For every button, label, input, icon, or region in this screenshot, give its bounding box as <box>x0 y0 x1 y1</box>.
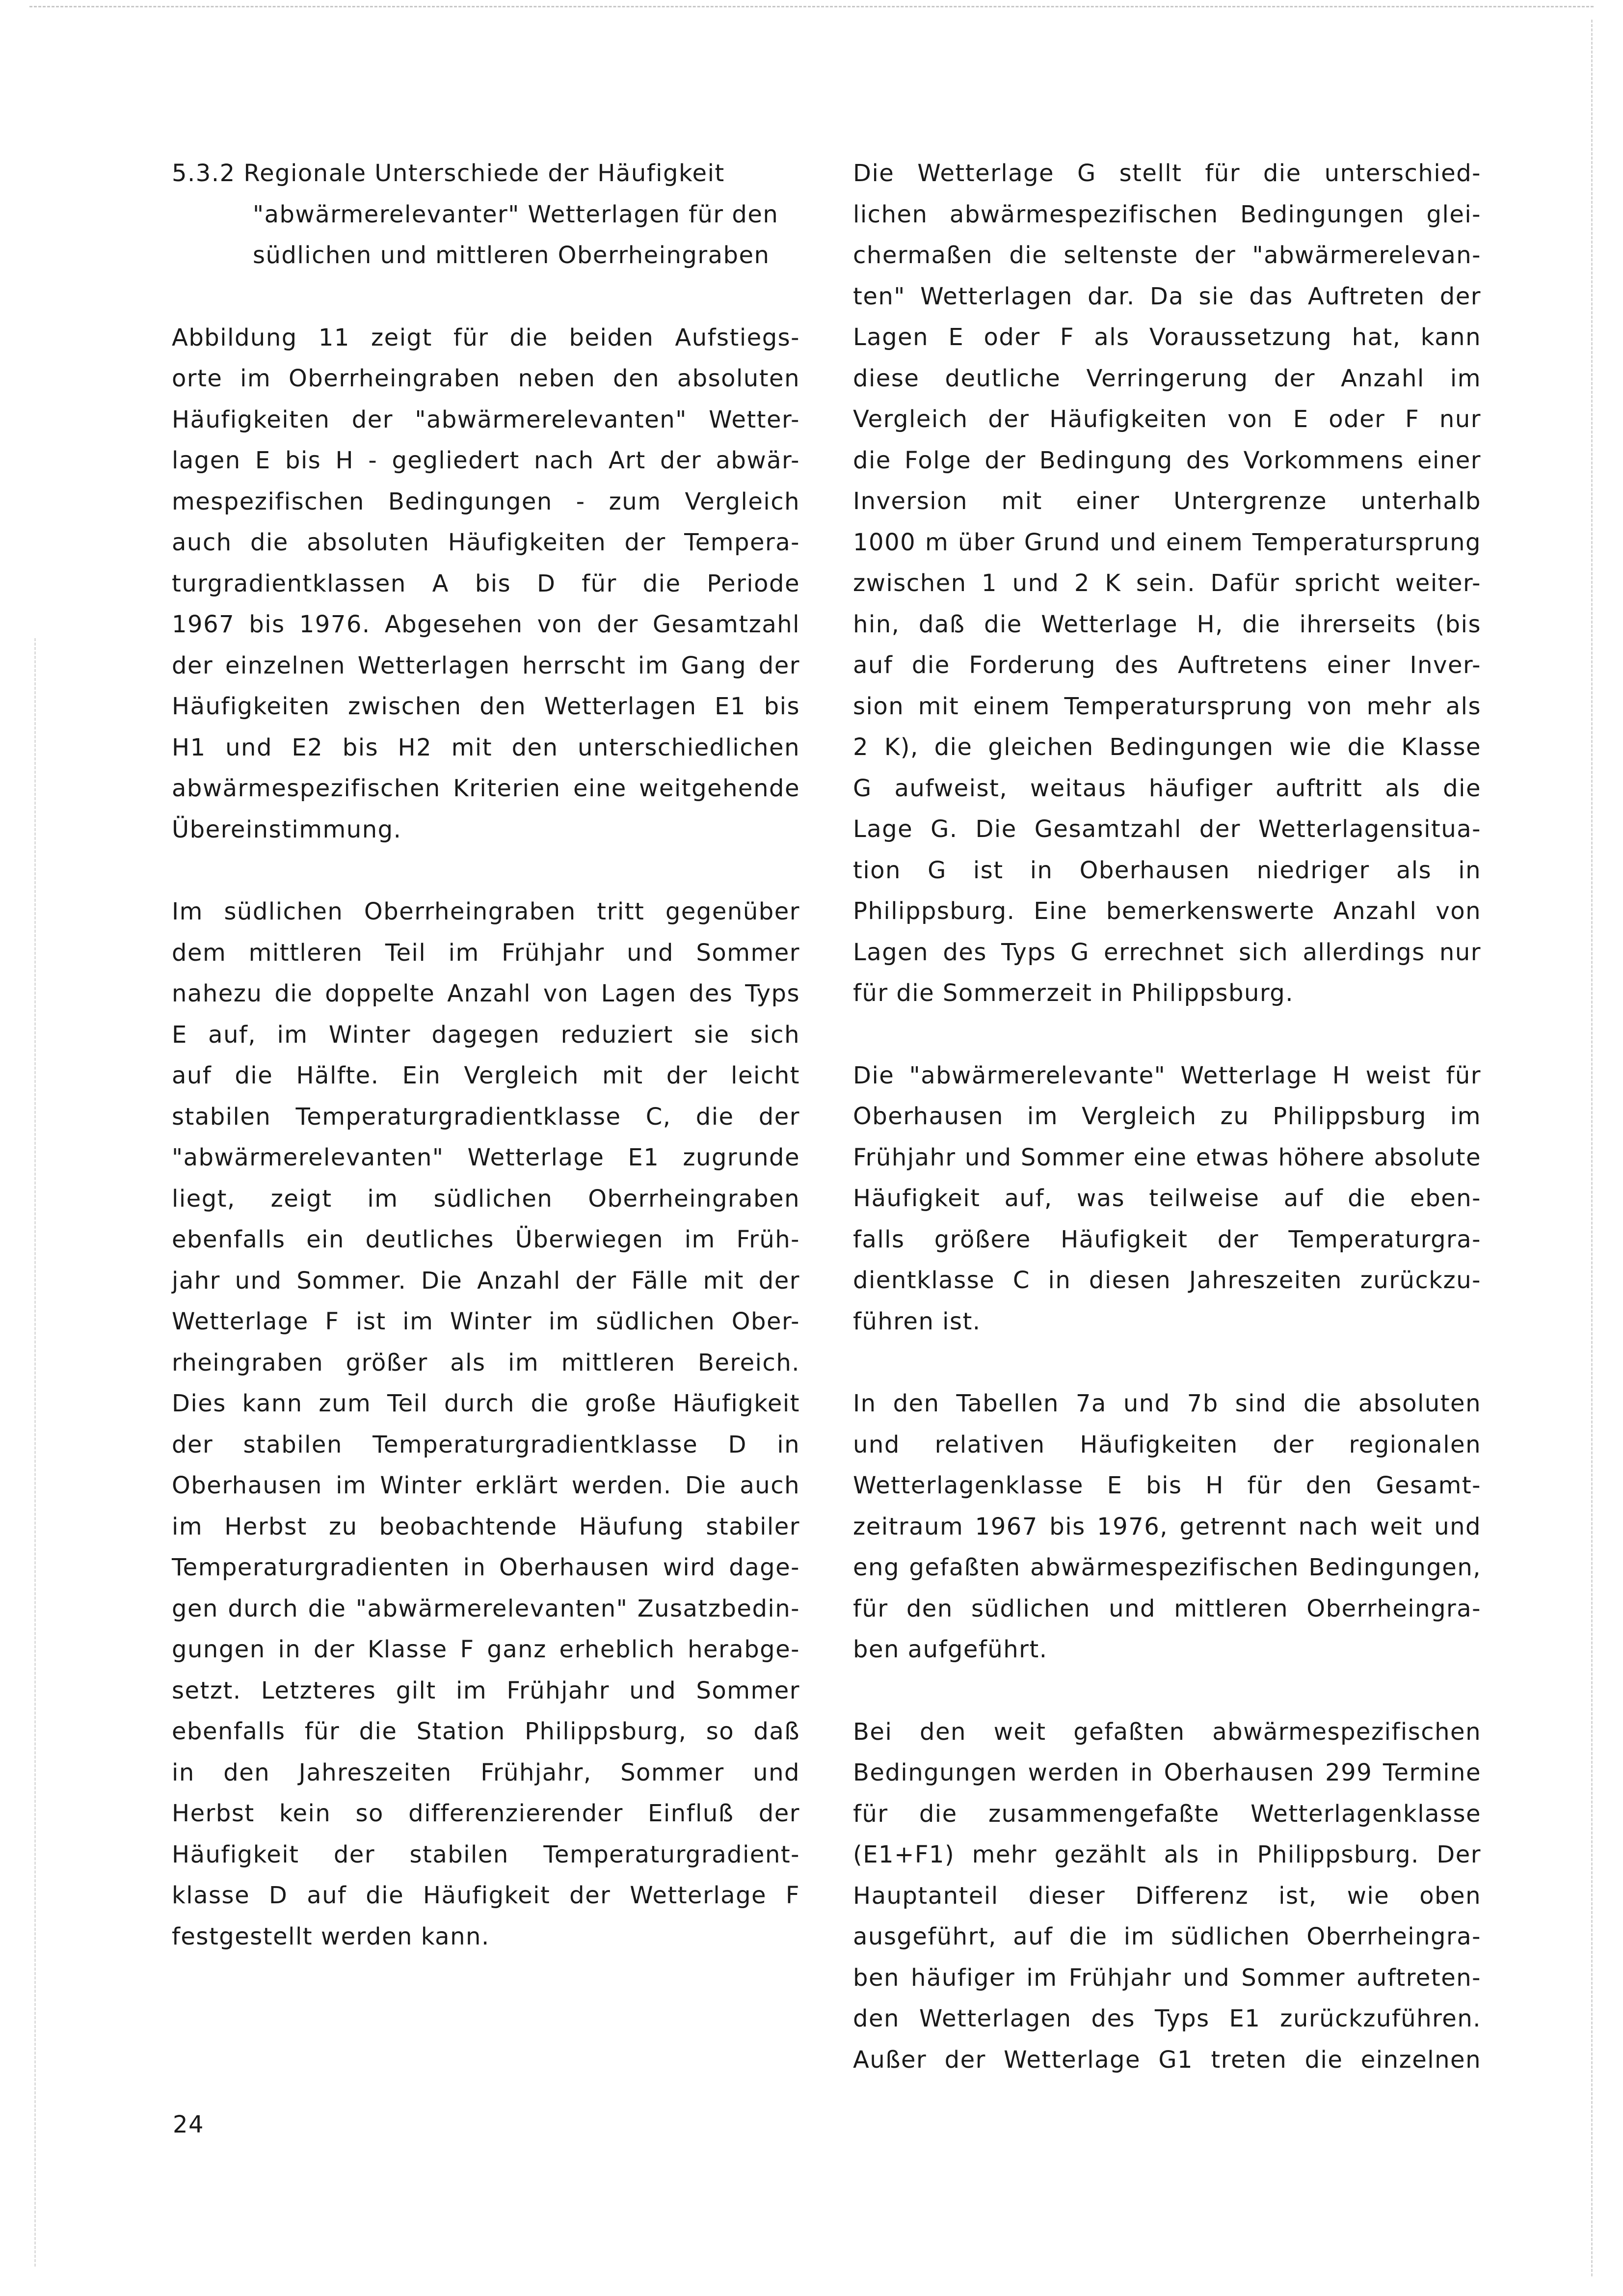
text-line: eng gefaßten abwärmespezifischen Bedingungen, <box>853 1554 1481 1581</box>
text-line: auch die absoluten Häufigkeiten der Tempera- <box>172 529 800 556</box>
text-line: jahr und Sommer. Die Anzahl der Fälle mit der <box>172 1267 800 1295</box>
text-line: Wetterlage F ist im Winter im südlichen Ober- <box>172 1308 800 1335</box>
text-line: stabilen Temperaturgradientklasse C, die der <box>172 1103 800 1131</box>
scan-edge-right <box>1591 20 1593 2276</box>
text-line: Die Wetterlage G stellt für die unterschied- <box>853 160 1481 187</box>
text-line: klasse D auf die Häufigkeit der Wetterlage F <box>172 1882 800 1909</box>
text-line: G aufweist, weitaus häufiger auftritt als die <box>853 774 1481 802</box>
text-line: Lagen E oder F als Voraussetzung hat, kann <box>853 324 1481 351</box>
text-line: diese deutliche Verringerung der Anzahl im <box>853 364 1481 392</box>
text-line: in den Jahreszeiten Frühjahr, Sommer und <box>172 1758 800 1786</box>
text-line: Außer der Wetterlage G1 treten die einzelnen <box>853 2046 1481 2074</box>
text-line: für die zusammengefaßte Wetterlagenklasse <box>853 1800 1481 1828</box>
text-line: Temperaturgradienten in Oberhausen wird dage- <box>172 1554 800 1581</box>
text-line: 1000 m über Grund und einem Temperatursprung <box>853 528 1481 556</box>
text-line: Herbst kein so differenzierender Einfluß der <box>172 1800 800 1827</box>
text-line: Häufigkeit der stabilen Temperaturgradient- <box>172 1840 800 1868</box>
text-line: hin, daß die Wetterlage H, die ihrerseits (bis <box>853 610 1481 638</box>
text-line: für den südlichen und mittleren Oberrheingra- <box>853 1594 1481 1622</box>
text-line: Häufigkeit auf, was teilweise auf die eben- <box>853 1185 1481 1212</box>
text-line: ebenfalls für die Station Philippsburg, so daß <box>172 1718 800 1745</box>
paragraph <box>853 1712 1481 2081</box>
text-line: Frühjahr und Sommer eine etwas höhere absolute <box>853 1143 1481 1171</box>
text-line: Wetterlagenklasse E bis H für den Gesamt- <box>853 1472 1481 1499</box>
heading-line: 5.3.2 Regionale Unterschiede der Häufigkeit <box>172 160 725 187</box>
text-line: den Wetterlagen des Typs E1 zurückzuführen. <box>853 2005 1481 2032</box>
paragraph <box>172 891 800 1957</box>
text-line: lagen E bis H - gegliedert nach Art der abwär- <box>172 447 800 474</box>
text-line: mespezifischen Bedingungen - zum Vergleich <box>172 487 800 515</box>
text-line: setzt. Letzteres gilt im Frühjahr und Sommer <box>172 1676 800 1704</box>
text-line: auf die Hälfte. Ein Vergleich mit der leicht <box>172 1062 800 1089</box>
text-line: abwärmespezifischen Kriterien eine weitgehende <box>172 775 800 802</box>
text-line: (E1+F1) mehr gezählt als in Philippsburg. Der <box>853 1841 1481 1868</box>
text-line: zwischen 1 und 2 K sein. Dafür spricht weiter- <box>853 569 1481 597</box>
text-line: zeitraum 1967 bis 1976, getrennt nach weit und <box>853 1513 1481 1540</box>
text-line: tion G ist in Oberhausen niedriger als in <box>853 856 1481 884</box>
text-line: dem mittleren Teil im Frühjahr und Sommer <box>172 939 800 967</box>
text-line: nahezu die doppelte Anzahl von Lagen des Typs <box>172 980 800 1007</box>
text-line: ten" Wetterlagen dar. Da sie das Auftreten der <box>853 282 1481 310</box>
paragraph <box>853 153 1481 1014</box>
text-line: auf die Forderung des Auftretens einer Inver- <box>853 651 1481 679</box>
text-line: orte im Oberrheingraben neben den absoluten <box>172 365 800 392</box>
text-line: Philippsburg. Eine bemerkenswerte Anzahl von <box>853 897 1481 925</box>
text-line: im Herbst zu beobachtende Häufung stabiler <box>172 1513 800 1540</box>
text-line: Übereinstimmung. <box>172 815 402 843</box>
text-line: chermaßen die seltenste der "abwärmerelevan- <box>853 242 1481 269</box>
paragraph <box>172 318 800 851</box>
page-number: 24 <box>173 2111 205 2138</box>
text-line: Die "abwärmerelevante" Wetterlage H weist für <box>853 1061 1481 1089</box>
text-line: gungen in der Klasse F ganz erheblich herabge- <box>172 1636 800 1663</box>
text-line: führen ist. <box>853 1307 981 1335</box>
text-line: rheingraben größer als im mittleren Bereich. <box>172 1349 800 1377</box>
text-line: die Folge der Bedingung des Vorkommens einer <box>853 446 1481 474</box>
text-line: Häufigkeiten der "abwärmerelevanten" Wetter- <box>172 405 800 433</box>
text-line: gen durch die "abwärmerelevanten" Zusatzbedin- <box>172 1594 800 1622</box>
heading-line: "abwärmerelevanter" Wetterlagen für den <box>253 200 779 228</box>
text-line: turgradientklassen A bis D für die Periode <box>172 569 800 597</box>
text-line: Bei den weit gefaßten abwärmespezifischen <box>853 1718 1481 1746</box>
text-line: 1967 bis 1976. Abgesehen von der Gesamtzahl <box>172 611 800 638</box>
text-line: und relativen Häufigkeiten der regionalen <box>853 1431 1481 1459</box>
text-line: Häufigkeiten zwischen den Wetterlagen E1 bis <box>172 693 800 720</box>
scan-edge-left <box>34 638 36 2267</box>
heading-line: südlichen und mittleren Oberrheingraben <box>253 242 770 269</box>
text-line: der einzelnen Wetterlagen herrscht im Gang der <box>172 651 800 679</box>
text-line: Im südlichen Oberrheingraben tritt gegenüber <box>172 898 800 925</box>
text-line: für die Sommerzeit in Philippsburg. <box>853 979 1294 1007</box>
text-line: Lage G. Die Gesamtzahl der Wetterlagensitua- <box>853 815 1481 843</box>
right-column <box>853 153 1481 2080</box>
paragraph <box>853 1055 1481 1343</box>
text-line: dientklasse C in diesen Jahreszeiten zurückzu- <box>853 1267 1481 1294</box>
text-line: H1 und E2 bis H2 mit den unterschiedlichen <box>172 733 800 761</box>
text-line: lichen abwärmespezifischen Bedingungen glei- <box>853 200 1481 228</box>
text-line: "abwärmerelevanten" Wetterlage E1 zugrunde <box>172 1144 800 1171</box>
text-line: der stabilen Temperaturgradientklasse D in <box>172 1431 800 1459</box>
text-line: Abbildung 11 zeigt für die beiden Aufstiegs- <box>172 324 800 351</box>
text-line: In den Tabellen 7a und 7b sind die absoluten <box>853 1390 1481 1417</box>
text-line: ben aufgeführt. <box>853 1636 1048 1663</box>
text-line: 2 K), die gleichen Bedingungen wie die Klasse <box>853 733 1481 761</box>
text-line: liegt, zeigt im südlichen Oberrheingraben <box>172 1185 800 1213</box>
text-line: ben häufiger im Frühjahr und Sommer auftreten- <box>853 1964 1481 1992</box>
text-line: Bedingungen werden in Oberhausen 299 Termine <box>853 1759 1481 1786</box>
text-line: festgestellt werden kann. <box>172 1922 490 1950</box>
scan-edge-top <box>29 6 1594 7</box>
section-heading <box>172 153 800 276</box>
text-line: E auf, im Winter dagegen reduziert sie sich <box>172 1021 800 1049</box>
text-line: Oberhausen im Winter erklärt werden. Die auch <box>172 1472 800 1499</box>
text-line: ausgeführt, auf die im südlichen Oberrheingra- <box>853 1923 1481 1950</box>
text-line: falls größere Häufigkeit der Temperaturgra- <box>853 1225 1481 1253</box>
paragraph <box>853 1383 1481 1671</box>
text-line: ebenfalls ein deutliches Überwiegen im Früh- <box>172 1226 800 1253</box>
text-line: sion mit einem Temperatursprung von mehr als <box>853 692 1481 720</box>
left-column <box>172 153 800 1957</box>
text-line: Hauptanteil dieser Differenz ist, wie oben <box>853 1882 1481 1910</box>
text-line: Lagen des Typs G errechnet sich allerdings nur <box>853 938 1481 966</box>
text-line: Inversion mit einer Untergrenze unterhalb <box>853 487 1481 515</box>
text-line: Oberhausen im Vergleich zu Philippsburg im <box>853 1103 1481 1130</box>
text-line: Dies kann zum Teil durch die große Häufigkeit <box>172 1390 800 1417</box>
text-line: Vergleich der Häufigkeiten von E oder F nur <box>853 405 1481 433</box>
